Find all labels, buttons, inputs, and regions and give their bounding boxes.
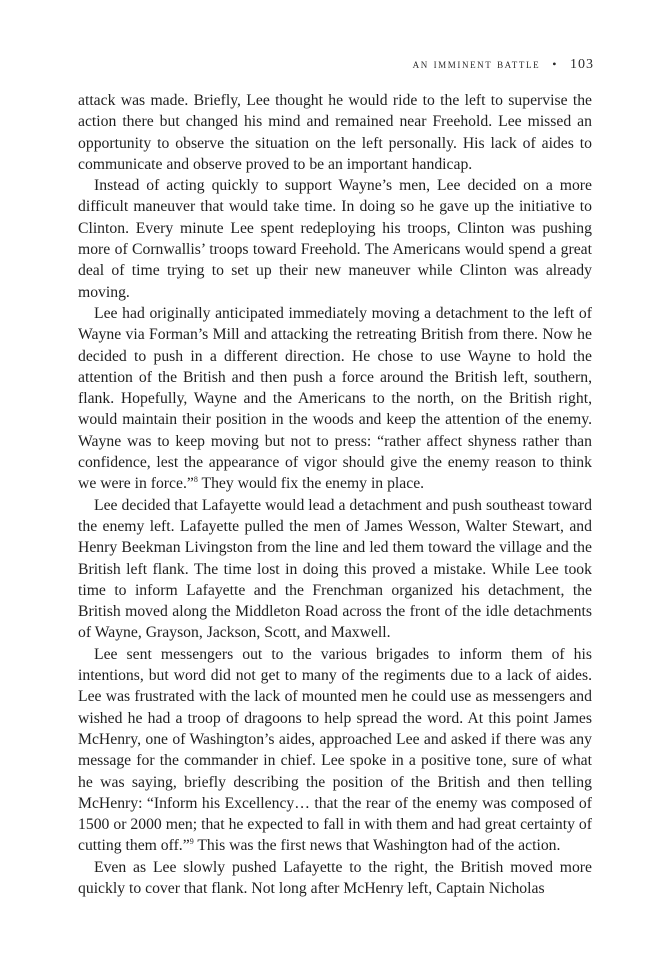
paragraph-2 [78,175,592,303]
paragraph-text: They would fix the enemy in place. [197,475,425,493]
paragraph-3 [78,303,592,495]
footnote-marker[interactable]: 8 [193,475,198,485]
paragraph-4 [78,495,592,644]
paragraph-1 [78,90,592,175]
body-text [78,90,592,899]
paragraph-text: Lee had originally anticipated immediately moving a detachment to the left of Wayne via Forman’s Mill and attacking the retreating British from there. Now he decided to push in a different direction. He chose to use Wayne to hold the attention of the British and then push a force around the British left, southern, flank. Hopefully, Wayne and the Americans to the north, on the British right, would maintain their position in the woods and keep the attention of the enemy. Wayne was to keep moving but not to press: “rather affect shyness rather than confidence, lest the appearance of vigor should give the enemy reason to think we were in force.” [78,304,592,493]
bullet-separator: • [552,57,558,71]
paragraph-text: Lee decided that Lafayette would lead a detachment and push southeast toward the enemy left. Lafayette pulled the men of James Wesson, Walter Stewart, and Henry Beekman Livingston from the line and led them toward the village and the British left flank. The time lost in doing this proved a mistake. While Lee took time to inform Lafayette and the Frenchman organized his detachment, the British moved along the Middleton Road across the front of the idle detachments of Wayne, Grayson, Jackson, Scott, and Maxwell. [78,496,592,642]
paragraph-5 [78,644,592,857]
paragraph-text: This was the first news that Washington had of the action. [193,837,561,855]
page-number: 103 [570,57,594,72]
paragraph-text: Instead of acting quickly to support Wayne’s men, Lee decided on a more difficult maneuver that would take time. In doing so he gave up the initiative to Clinton. Every minute Lee spent redeploying his troops, Clinton was pushing more of Cornwallis’ troops toward Freehold. The Americans would spend a great deal of time trying to set up their new maneuver while Clinton was already moving. [78,177,592,301]
running-head [413,57,594,73]
running-title: an imminent battle [412,57,541,71]
paragraph-text: Even as Lee slowly pushed Lafayette to the right, the British moved more quickly to cover that flank. Not long after McHenry left, Captain Nicholas [78,858,592,897]
paragraph-text: Lee sent messengers out to the various brigades to inform them of his intentions, but word did not get to many of the regiments due to a lack of aides. Lee was frustrated with the lack of mounted men he could use as messengers and wished he had a troop of dragoons to help spread the word. At this point James McHenry, one of Washington’s aides, approached Lee and asked if there was any message for the commander in chief. Lee spoke in a positive tone, sure of what he was saying, briefly describing the position of the British and then telling McHenry: “Inform his Excellency… that the rear of the enemy was composed of 1500 or 2000 men; that he expected to fall in with them and had great certainty of cutting them off.” [78,645,592,855]
paragraph-6 [78,857,592,900]
footnote-marker[interactable]: 9 [189,837,194,847]
paragraph-text: attack was made. Briefly, Lee thought he would ride to the left to supervise the action there but changed his mind and remained near Freehold. Lee missed an opportunity to observe the situation on the left personally. His lack of aides to communicate and observe proved to be an important handicap. [78,92,592,173]
